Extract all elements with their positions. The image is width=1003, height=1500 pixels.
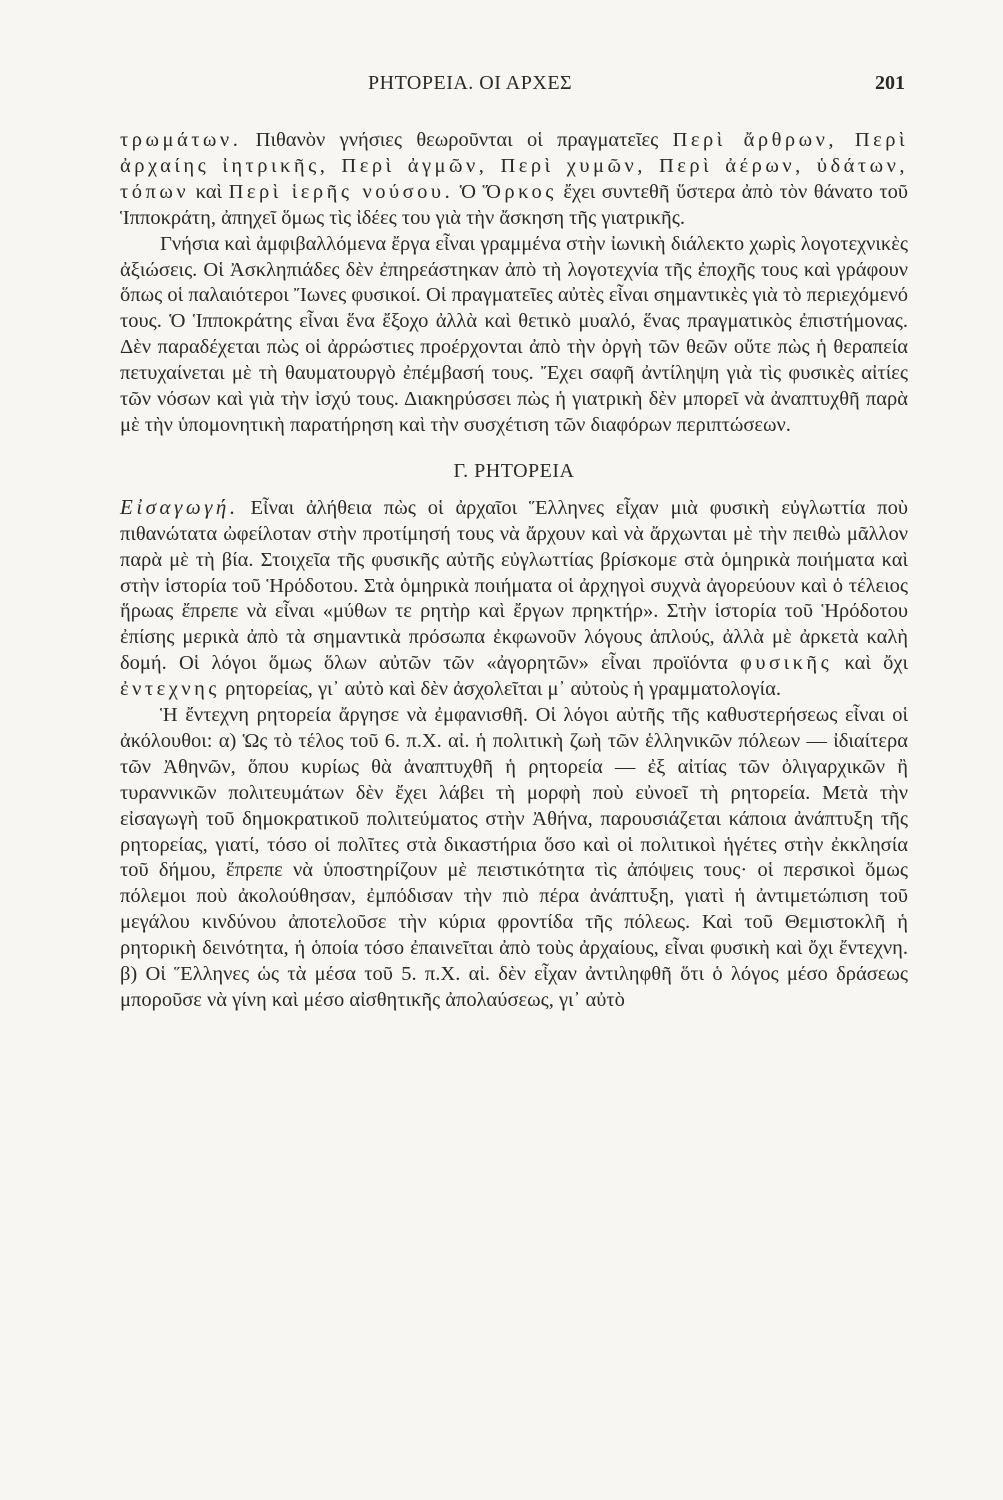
- running-title: ΡΗΤΟΡΕΙΑ. ΟΙ ΑΡΧΕΣ: [368, 72, 573, 94]
- body-text: [120, 128, 908, 1014]
- spaced-title: Ὅρκος: [482, 180, 557, 203]
- text-run: καὶ: [189, 180, 229, 203]
- page-header: [120, 72, 905, 102]
- text-run: καὶ ὄχι: [832, 652, 908, 675]
- paragraph-hippocrates: Γνήσια καὶ ἀμφιβαλλόμενα ἔργα εἶναι γραμμένα στὴν ἰωνικὴ διάλεκτο χωρὶς λογοτεχνικὲς ἀξιώσεις. Οἱ Ἀσκληπιάδες δὲν ἐπηρεάστηκαν ἀπὸ τὴ λογοτεχνία τῆς ἐποχῆς τους καὶ γράφουν ὅπως οἱ παλαιότεροι Ἴωνες φυσικοί. Οἱ πραγματεῖες αὐτὲς εἶναι σημαντικὲς γιὰ τὸ περιεχόμενό τους. Ὁ Ἱπποκράτης εἶναι ἕνα ἔξοχο ἀλλὰ καὶ θετικὸ μυαλό, ἕνας πραγματικὸς ἐπιστήμονας. Δὲν παραδέχεται πὼς οἱ ἀρρώστιες προέρχονται ἀπὸ τὴν ὀργὴ τῶν θεῶν οὔτε πὼς ἡ θεραπεία πετυχαίνεται μὲ τὴ θαυματουργὸ ἐπέμβασή τους. Ἔχει σαφῆ ἀντίληψη γιὰ τὶς φυσικὲς αἰτίες τῶν νόσων καὶ γιὰ τὴν ἰσχύ τους. Διακηρύσσει πὼς ἡ γιατρικὴ δὲν μπορεῖ νὰ ἀναπτυχθῆ παρὰ μὲ τὴν ὑπομονητικὴ παρατήρηση καὶ τὴν συσχέτιση τῶν διαφόρων περιπτώσεων.: [120, 232, 908, 436]
- text-run: Ὁ: [453, 180, 483, 203]
- spaced-word: ἐντεχνης: [120, 678, 220, 701]
- text-run: Πιθανὸν γνήσιες θεωροῦνται οἱ πραγματεῖες: [241, 129, 673, 151]
- section-heading: Γ. ΡΗΤΟΡΕΙΑ: [453, 459, 575, 482]
- page-number: 201: [875, 72, 905, 94]
- paragraph-works-list: [120, 128, 908, 232]
- paragraph-introduction: [120, 495, 908, 703]
- text-run: ρητορείας, γι᾽ αὐτὸ καὶ δὲν ἀσχολεῖται μ᾽ αὐτοὺς ἡ γραμματολογία.: [219, 678, 781, 701]
- text-run: ἔχει συντεθῆ ὕστερα ἀπὸ τὸν θάνατο τοῦ Ἱπποκράτη, ἀπηχεῖ ὅμως τὶς ἰδέες του γιὰ τὴν ἄσκηση τῆς γιατρικῆς.: [120, 180, 909, 229]
- paragraph-artful-rhetoric: Ἡ ἔντεχνη ρητορεία ἄργησε νὰ ἐμφανισθῆ. Οἱ λόγοι αὐτῆς τῆς καθυστερήσεως εἶναι οἱ ἀκόλουθοι: α) Ὡς τὸ τέλος τοῦ 6. π.Χ. αἰ. ἡ πολιτικὴ ζωὴ τῶν ἑλληνικῶν πόλεων — ἰδιαίτερα τῶν Ἀθηνῶν, ὅπου κυρίως θὰ ἀναπτυχθῆ ἡ ρητορεία — ἐξ αἰτίας τῶν ὀλιγαρχικῶν ἢ τυραννικῶν πολιτευμάτων δὲν ἔχει λάβει τὴ μορφὴ ποὺ εὐνοεῖ τὴ ρητορεία. Μετὰ τὴν εἰσαγωγὴ τοῦ δημοκρατικοῦ πολιτεύματος στὴν Ἀθήνα, παρουσιάζεται κάποια ἀνάπτυξη τῆς ρητορείας, γιατί, τόσο οἱ πολῖτες στὰ δικαστήρια ὅσο καὶ οἱ πολιτικοὶ ἡγέτες στὴν ἐκκλησία τοῦ δήμου, ἔπρεπε νὰ ὑποστηρίζουν μὲ πειστικότητα τὶς ἀπόψεις τους· οἱ περσικοὶ ὅμως πόλεμοι ποὺ ἀκολούθησαν, ἐμπόδισαν τὴν πιὸ πέρα ἀνάπτυξη, γιατὶ ἡ ἀντιμετώπιση τοῦ μεγάλου κινδύνου ἀποτελοῦσε τὴν κύρια φροντίδα τῆς πόλεως. Καὶ τοῦ Θεμιστοκλῆ ἡ ρητορικὴ δεινότητα, ἡ ὁποία τόσο ἐπαινεῖται ἀπὸ τοὺς ἀρχαίους, εἶναι φυσικὴ καὶ ὄχι ἔντεχνη. β) Οἱ Ἕλληνες ὡς τὰ μέσα τοῦ 5. π.Χ. αἰ. δὲν εἶχαν ἀντιληφθῆ ὅτι ὁ λόγος μέσο δράσεως μποροῦσε νὰ γίνη καὶ μέσο αἰσθητικῆς ἀπολαύσεως, γι᾽ αὐτὸ: [120, 704, 908, 1011]
- italic-lead: Εἰσαγωγή.: [120, 494, 239, 519]
- spaced-word: φυσικῆς: [740, 652, 833, 675]
- spaced-title: τρωμάτων.: [120, 129, 242, 151]
- spaced-title: Περὶ ἱερῆς νούσου.: [228, 180, 454, 203]
- text-run: Εἶναι ἀλήθεια πὼς οἱ ἀρχαῖοι Ἕλληνες εἶχαν μιὰ φυσικὴ εὐγλωττία ποὺ πιθανώτατα ὠφείλοταν στὴν προτίμησή τους νὰ ἄρχουν καὶ νὰ ἄρχωνται μὲ τὴν πειθὼ μᾶλλον παρὰ μὲ τὴ βία. Στοιχεῖα τῆς φυσικῆς αὐτῆς εὐγλωττίας βρίσκομε στὰ ὁμηρικὰ ποιήματα καὶ στὴν ἱστορία τοῦ Ἡρόδοτου. Στὰ ὁμηρικὰ ποιήματα οἱ ἀρχηγοὶ συχνὰ ἀγορεύουν καὶ ὁ τέλειος ἥρωας ἔπρεπε νὰ εἶναι «μύθων τε ρητὴρ καὶ ἔργων πρηκτήρ». Στὴν ἱστορία τοῦ Ἡρόδοτου ἐπίσης μερικὰ ἀπὸ τὰ σημαντικὰ πρόσωπα ἐκφωνοῦν λόγους ἁπλούς, ἀλλὰ μὲ ἀρκετὰ καλὴ δομή. Οἱ λόγοι ὅμως ὅλων αὐτῶν τῶν «ἀγορητῶν» εἶναι προϊόντα: [120, 496, 908, 675]
- spaced-title: Περὶ ἄρθρων, Περὶ ἀρχαίης ἰητρικῆς, Περὶ ἀγμῶν, Περὶ χυμῶν, Περὶ ἀέρων, ὑδάτων, τόπων: [120, 129, 908, 203]
